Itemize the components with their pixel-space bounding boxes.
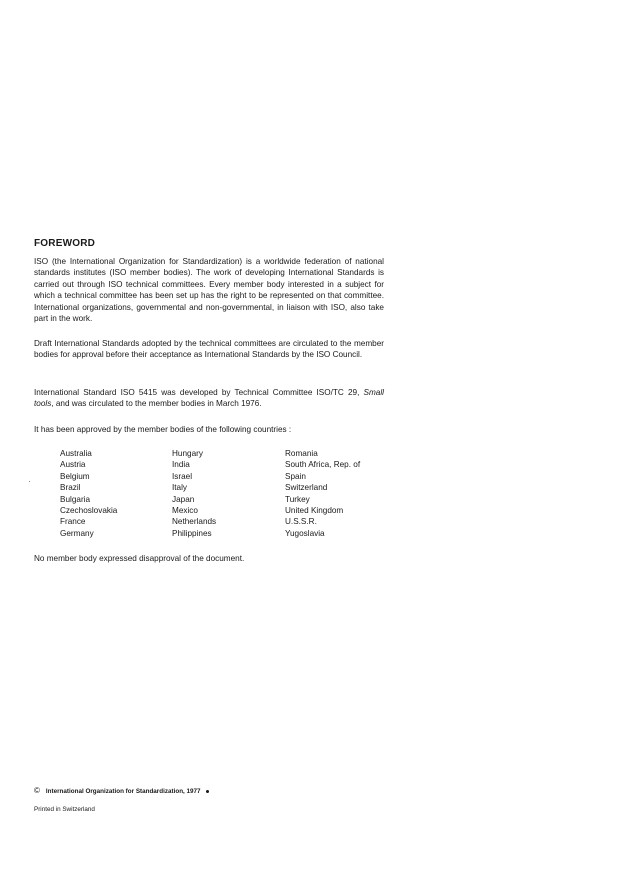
country-name: Spain bbox=[285, 471, 306, 481]
foreword-paragraph-iso: ISO (the International Organization for Standardization) is a worldwide federation of national standards institutes (ISO member bodies). The work of developing International Standards is carried out through ISO technical committees. Every member body interested in a subject for which a technical committee has been set up has the right to be represented on that committee. International organizations, governmental and non-governmental, in liaison with ISO, also take part in the work. bbox=[34, 257, 384, 324]
copyright-text: International Organization for Standardization, 1977 bbox=[45, 788, 201, 795]
country-name: U.S.S.R. bbox=[285, 517, 317, 527]
printed-in-line: Printed in Switzerland bbox=[34, 806, 95, 813]
foreword-paragraph-drafts: Draft International Standards adopted by the technical committees are circulated to the member bodies for approval before their acceptance as International Standards by the ISO Council. bbox=[34, 339, 384, 360]
development-text-start: International Standard ISO 5415 was developed by Technical Committee ISO/TC 29, bbox=[34, 388, 364, 397]
country-name: Bulgaria bbox=[60, 494, 91, 504]
copyright-symbol: © bbox=[34, 786, 40, 795]
country-name: Hungary bbox=[172, 449, 203, 458]
copyright-line bbox=[34, 786, 209, 795]
bullet-dot bbox=[206, 790, 209, 793]
country-name: Switzerland bbox=[285, 483, 328, 493]
country-name: Mexico bbox=[172, 506, 198, 516]
countries-column-3 bbox=[285, 448, 360, 539]
countries-column-1 bbox=[60, 448, 117, 539]
foreword-paragraph-development bbox=[34, 387, 384, 410]
country-name: Philippines bbox=[172, 528, 212, 538]
foreword-heading: FOREWORD bbox=[34, 238, 96, 249]
country-name: France bbox=[60, 517, 86, 527]
committee-title: Small tools bbox=[34, 388, 384, 409]
country-name: Belgium bbox=[60, 471, 90, 481]
country-name: Australia bbox=[60, 449, 92, 458]
country-name: Romania bbox=[285, 449, 318, 458]
country-name: Italy bbox=[172, 483, 188, 493]
country-name: Czechoslovakia bbox=[60, 506, 118, 516]
country-name: Turkey bbox=[285, 494, 310, 504]
foreword-paragraph-disapproval: No member body expressed disapproval of the document. bbox=[34, 554, 245, 563]
country-name: South Africa, Rep. of bbox=[285, 460, 361, 470]
country-name: Netherlands bbox=[172, 517, 217, 527]
countries-column-2 bbox=[172, 448, 216, 539]
foreword-paragraph-approval: It has been approved by the member bodies of the following countries : bbox=[34, 425, 292, 434]
country-name: India bbox=[172, 460, 190, 470]
country-name: Yugoslavia bbox=[285, 528, 325, 538]
scan-speck bbox=[29, 481, 30, 482]
development-text-end: , and was circulated to the member bodies in March 1976. bbox=[51, 399, 262, 409]
country-name: Brazil bbox=[60, 483, 81, 493]
country-name: Japan bbox=[172, 494, 195, 504]
country-name: Austria bbox=[60, 460, 86, 470]
country-name: Germany bbox=[60, 528, 94, 538]
country-name: United Kingdom bbox=[285, 506, 344, 516]
country-name: Israel bbox=[172, 471, 193, 481]
